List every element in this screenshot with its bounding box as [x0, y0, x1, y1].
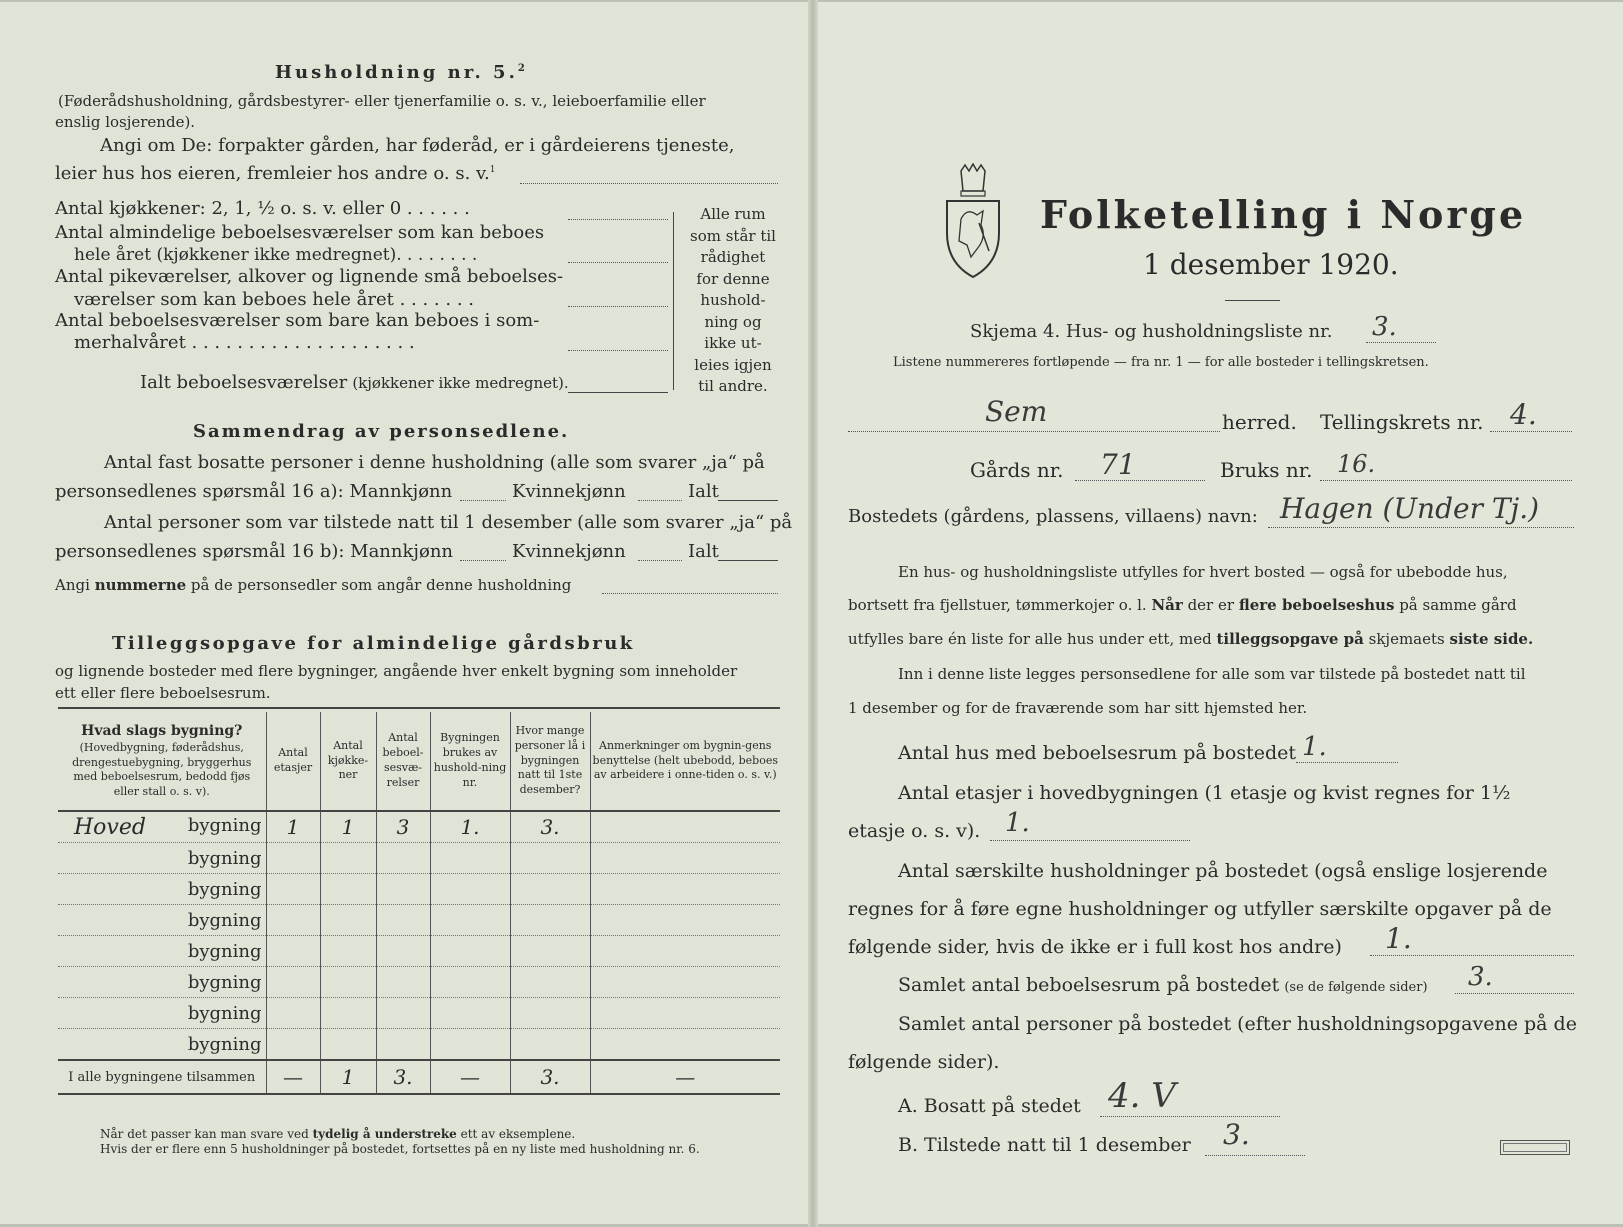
herred-label: herred.	[1222, 410, 1297, 434]
info-2: bortsett fra fjellstuer, tømmerkojer o. l. Når der er flere beboelseshus på samme gård	[848, 596, 1517, 614]
q2-answer-line	[990, 840, 1190, 841]
maid-answer-line	[568, 306, 668, 307]
census-date: 1 desember 1920.	[1143, 248, 1399, 281]
bosted-label: Bostedets (gårdens, plassens, villaens) navn:	[848, 506, 1258, 527]
census-title: Folketelling i Norge	[1040, 192, 1527, 237]
krets-label: Tellingskrets nr.	[1320, 410, 1484, 434]
herred-line	[848, 431, 1220, 432]
summary-b-2: personsedlenes spørsmål 16 b): Mannkjønn	[55, 541, 454, 562]
table-top-rule	[58, 707, 780, 709]
q3-value: 1.	[1385, 922, 1412, 955]
footnote-1: Når det passer kan man svare ved tydelig å understreke ett av eksemplene.	[100, 1127, 576, 1141]
brace	[673, 212, 684, 390]
table-row: bygning	[58, 936, 780, 967]
building-table	[58, 712, 780, 1095]
gards-value: 71	[1100, 448, 1136, 481]
intro-line-1: (Føderådshusholdning, gårdsbestyrer- eller tjenerfamilie o. s. v., leieboerfamilie eller	[58, 92, 706, 110]
table-row: bygning	[58, 998, 780, 1029]
q2-line-1: Antal etasjer i hovedbygningen (1 etasje og kvist regnes for 1½	[898, 782, 1511, 804]
q5-line-2: følgende sider).	[848, 1051, 1000, 1073]
summary-a-1: Antal fast bosatte personer i denne husholdning (alle som svarer „ja“ på	[104, 452, 765, 473]
summary-b-male-line	[460, 560, 506, 561]
q3-line-3: følgende sider, hvis de ikke er i full kost hos andre)	[848, 936, 1342, 958]
footnote-2: Hvis der er flere enn 5 husholdninger på bostedet, fortsettes på en ny liste med husholdning nr. 6.	[100, 1142, 700, 1156]
summary-b-female-line	[638, 560, 682, 561]
summary-b-total: Ialt	[688, 541, 719, 562]
extra-intro-2: ett eller flere beboelsesrum.	[55, 684, 271, 702]
qa-label: A. Bosatt på stedet	[898, 1095, 1081, 1117]
list-note: Listene nummereres fortløpende — fra nr. 1 — for alle bosteder i tellingskretsen.	[893, 355, 1429, 370]
rooms-maid-1: Antal pikeværelser, alkover og lignende små beboelses-	[55, 266, 564, 287]
q3-line-1: Antal særskilte husholdninger på bostedet (også enslige losjerende	[898, 860, 1548, 882]
q1-value: 1.	[1302, 732, 1327, 762]
bosted-value: Hagen (Under Tj.)	[1280, 492, 1540, 525]
q3-answer-line	[1370, 955, 1574, 956]
krets-line	[1490, 431, 1572, 432]
info-4: Inn i denne liste legges personsedlene for alle som var tilstede på bostedet natt til	[898, 665, 1526, 683]
side-note: Alle rum som står til rådighet for denne hushold- ning og ikke ut- leies igjen til andre.	[690, 205, 776, 395]
qa-value: 4. V	[1108, 1076, 1176, 1116]
q4-answer-line	[1455, 993, 1574, 994]
qb-answer-line	[1205, 1155, 1305, 1156]
header-persons: Hvor mange personer lå i bygningen natt til 1ste desember?	[510, 712, 590, 811]
extra-title: Tilleggsopgave for almindelige gårdsbruk	[112, 633, 635, 654]
table-row: Hoved bygning 1 1 3 1. 3.	[58, 811, 780, 843]
summary-a-total: Ialt	[688, 481, 719, 502]
table-row: bygning	[58, 905, 780, 936]
q3-line-2: regnes for å føre egne husholdninger og utfyller særskilte opgaver på de	[848, 898, 1552, 920]
summary-b-1: Antal personer som var tilstede natt til 1 desember (alle som svarer „ja“ på	[104, 512, 793, 533]
q2-value: 1.	[1005, 808, 1030, 838]
krets-value: 4.	[1510, 398, 1537, 431]
summary-a-female-line	[638, 500, 682, 501]
intro-line-2: enslig losjerende).	[55, 113, 196, 131]
schema-nr-value: 3.	[1372, 312, 1397, 342]
table-row: bygning	[58, 843, 780, 874]
rooms-kitchens: Antal kjøkkener: 2, 1, ½ o. s. v. eller 0 . . . . . .	[55, 198, 470, 219]
summary-title: Sammendrag av personsedlene.	[193, 421, 570, 442]
info-5: 1 desember og for de fraværende som har sitt hjemsted her.	[848, 699, 1308, 717]
q4-label: Samlet antal beboelsesrum på bostedet (se de følgende sider)	[898, 974, 1428, 996]
total-rooms-line	[568, 392, 668, 393]
q2-line-2: etasje o. s. v).	[848, 820, 981, 842]
household-title: Husholdning nr. 5.$^2$	[275, 62, 528, 83]
bosted-line	[1268, 527, 1574, 528]
header-floors: Antal etasjer	[266, 712, 320, 811]
header-remarks: Anmerkninger om bygnin-gens benyttelse (helt ubebodd, beboes av arbeidere i onne-tiden o. s. v.)	[590, 712, 780, 811]
rooms-ordinary-2: hele året (kjøkkener ikke medregnet). . . . . . . .	[74, 245, 478, 265]
bruks-value: 16.	[1337, 450, 1376, 478]
header-rooms: Antal beboel-sesvæ-relser	[376, 712, 430, 811]
page-fold	[808, 0, 818, 1227]
building-name-cell: Hoved bygning	[58, 811, 266, 843]
table-row: bygning	[58, 874, 780, 905]
numbers-answer-line	[602, 593, 778, 594]
rooms-summer-1: Antal beboelsesværelser som bare kan beboes i som-	[55, 310, 540, 331]
qa-answer-line	[1100, 1116, 1280, 1117]
summary-b-female: Kvinnekjønn	[512, 541, 626, 562]
rooms-summer-2: merhalvåret . . . . . . . . . . . . . . . . . . . .	[74, 332, 415, 353]
coat-of-arms-icon	[943, 163, 1003, 281]
summary-b-total-line	[718, 560, 778, 561]
table-row: bygning	[58, 967, 780, 998]
gards-line	[1075, 480, 1205, 481]
numbers-note: Angi nummerne på de personsedler som angår denne husholdning	[55, 576, 572, 594]
rooms-ordinary-1: Antal almindelige beboelsesværelser som kan beboes	[55, 222, 545, 243]
bruks-label: Bruks nr.	[1220, 458, 1313, 482]
q5-line-1: Samlet antal personer på bostedet (efter husholdningsopgavene på de	[898, 1013, 1577, 1035]
kitchens-answer-line	[568, 219, 668, 220]
angi-line-1: Angi om De: forpakter gården, har føderåd, er i gårdeierens tjeneste,	[100, 135, 735, 156]
schema-nr-line	[1366, 342, 1436, 343]
extra-intro-1: og lignende bosteder med flere bygninger, angående hver enkelt bygning som inneholder	[55, 662, 738, 680]
info-1: En hus- og husholdningsliste utfylles for hvert bosted — også for ubebodde hus,	[898, 563, 1508, 581]
schema-line: Skjema 4. Hus- og husholdningsliste nr.	[970, 321, 1333, 342]
ordinary-answer-line	[568, 262, 668, 263]
angi-answer-line	[520, 183, 778, 184]
header-kitchens: Antal kjøkke-ner	[320, 712, 376, 811]
summer-answer-line	[568, 350, 668, 351]
table-total-row: I alle bygningene tilsammen — 1 3. — 3. —	[58, 1060, 780, 1094]
summary-a-female: Kvinnekjønn	[512, 481, 626, 502]
gards-label: Gårds nr.	[970, 458, 1064, 482]
bruks-line	[1320, 480, 1572, 481]
rooms-maid-2: værelser som kan beboes hele året . . . . . . .	[74, 289, 474, 310]
angi-line-2: leier hus hos eieren, fremleier hos andre o. s. v.$^1$	[55, 163, 496, 184]
title-rule	[1225, 300, 1280, 301]
table-row: bygning	[58, 1029, 780, 1061]
q1-label: Antal hus med beboelsesrum på bostedet	[898, 742, 1297, 764]
summary-a-2: personsedlenes spørsmål 16 a): Mannkjønn	[55, 481, 453, 502]
qb-label: B. Tilstede natt til 1 desember	[898, 1134, 1191, 1156]
summary-a-total-line	[718, 500, 778, 501]
herred-value: Sem	[985, 395, 1048, 428]
info-3: utfylles bare én liste for alle hus under ett, med tilleggsopgave på skjemaets siste side.	[848, 630, 1534, 648]
summary-a-male-line	[460, 500, 506, 501]
header-building-type: Hvad slags bygning? (Hovedbygning, føderådshus, drengestuebygning, bryggerhus med beboelsesrum, bedodd fjøs eller stall o. s. v).	[58, 712, 266, 811]
q1-line	[1296, 762, 1398, 763]
printer-stamp	[1500, 1140, 1570, 1155]
qb-value: 3.	[1223, 1118, 1250, 1151]
total-rooms: Ialt beboelsesværelser (kjøkkener ikke medregnet).	[140, 372, 569, 393]
header-household: Bygningen brukes av hushold-ning nr.	[430, 712, 510, 811]
q4-value: 3.	[1468, 962, 1493, 992]
